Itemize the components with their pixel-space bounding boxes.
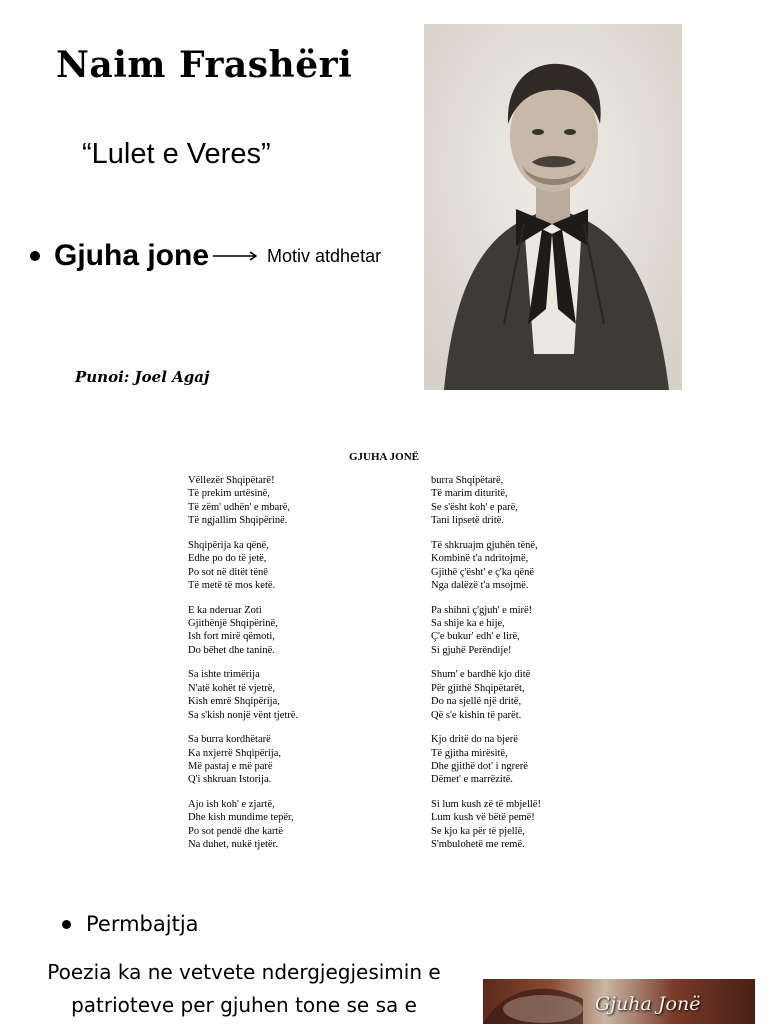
- poem-line: Sa ishte trimërija: [188, 669, 260, 681]
- right-arrow-icon: [213, 250, 259, 262]
- poem-line: Ish fort mirë qëmoti,: [188, 631, 275, 643]
- poem-stanza: [188, 798, 298, 852]
- bullet-dot-icon: [62, 920, 71, 929]
- poem-line: Që s'e kishin të parët.: [431, 709, 522, 721]
- poem-right-column: [431, 474, 541, 863]
- poem-line: Për gjithë Shqipëtarët,: [431, 682, 525, 694]
- poem-line: Më pastaj e më parë: [188, 761, 273, 773]
- poem-stanza: [431, 474, 541, 528]
- poem-line: S'mbulohetë me remë.: [431, 839, 525, 851]
- poem-line: Ç'e bukur' edh' e lirë,: [431, 631, 520, 643]
- poem-line: Ajo ish koh' e zjartë,: [188, 799, 275, 811]
- poem-line: Na duhet, nukë tjetër.: [188, 839, 279, 851]
- poem-stanza: [188, 474, 298, 528]
- poem-line: Lum kush vë bëtë pemë!: [431, 812, 535, 824]
- poem-line: Gjithë ç'ësht' e ç'ka qënë: [431, 566, 535, 578]
- poem-line: Q'i shkruan Istorija.: [188, 774, 272, 786]
- book-cover-image: [483, 979, 755, 1024]
- poem-stanza: [188, 668, 298, 722]
- poem-stanza: [188, 539, 298, 593]
- poem-line: Të shkruajm gjuhën tënë,: [431, 539, 538, 551]
- poem-line: Edhe po do të jetë,: [188, 553, 267, 565]
- work-title: “Lulet e Veres”: [82, 138, 271, 170]
- poem-stanza: [431, 668, 541, 722]
- author-portrait: [424, 24, 682, 390]
- poem-line: Sa s'kish nonjë vënt tjetrë.: [188, 709, 299, 721]
- poem-line: Të marim dituritë,: [431, 488, 508, 500]
- book-cover-title: Gjuha Jonë: [595, 993, 701, 1015]
- summary-text: Poezia ka ne vetvete ndergjegjesimin e patrioteve per gjuhen tone se sa e: [47, 960, 441, 1017]
- poem-line: burra Shqipëtarë,: [431, 475, 504, 486]
- poem-line: Do bëhet dhe taninë.: [188, 644, 275, 656]
- section-bullet: [62, 908, 199, 940]
- poem-line: Nga dalëzë t'a msojmë.: [431, 580, 529, 592]
- poem-line: Sa burra kordhëtarë: [188, 734, 271, 746]
- poem-line: Kish emrë Shqipërija,: [188, 696, 280, 708]
- poem-line: Sa shije ka e hije,: [431, 618, 505, 630]
- poem-line: Të zëm' udhën' e mbarë,: [188, 501, 291, 513]
- poem-stanza: [431, 604, 541, 658]
- poem-line: Pa shihni ç'gjuh' e mirë!: [431, 604, 533, 616]
- poem-line: Shqipërija ka qënë,: [188, 539, 269, 551]
- topic-bullet: [30, 236, 381, 276]
- author-name: Naim Frashëri: [56, 44, 353, 86]
- poem-line: Vëllezër Shqipëtarë!: [188, 475, 275, 486]
- poem-line: Gjithënjë Shqipërinë,: [188, 618, 278, 630]
- poem-line: Dhe gjithë dot' i ngrerë: [431, 761, 528, 773]
- poem-line: Ka nxjerrë Shqipërija,: [188, 747, 282, 759]
- portrait-illustration: [424, 24, 682, 390]
- poem-line: Po sot në ditët tënë: [188, 566, 268, 578]
- poem-line: Shum' e bardhë kjo ditë: [431, 669, 531, 681]
- poem-stanza: [188, 733, 298, 787]
- poem-line: Si lum kush zë të mbjellë!: [431, 799, 541, 811]
- poem-line: Se s'ësht koh' e parë,: [431, 501, 518, 513]
- poem-left-column: [188, 474, 298, 863]
- poem-line: Të ngjallim Shqipërinë.: [188, 515, 288, 527]
- poem-line: Do na sjellë një dritë,: [431, 696, 522, 708]
- bullet-dot-icon: [30, 251, 40, 261]
- poem-line: Se kjo ka për të pjellë,: [431, 825, 525, 837]
- poem-line: Të prekim urtësinë,: [188, 488, 270, 500]
- section-label: Permbajtja: [86, 912, 199, 936]
- poem-stanza: [431, 539, 541, 593]
- poem-line: Po sot pendë dhe kartë: [188, 825, 284, 837]
- poem-line: Dëmet' e marrëzitë.: [431, 774, 514, 786]
- topic-label: Gjuha jone: [54, 239, 210, 272]
- poem-stanza: [431, 798, 541, 852]
- poem-line: N'atë kohët të vjetrë,: [188, 682, 276, 694]
- poem-line: E ka nderuar Zoti: [188, 604, 262, 616]
- poem-heading: GJUHA JONË: [349, 451, 419, 463]
- poem-line: Kjo dritë do na bjerë: [431, 734, 518, 746]
- poem-line: Kombinë t'a ndritojmë,: [431, 553, 529, 565]
- poem-line: Tani lipsetë dritë.: [431, 515, 505, 527]
- topic-theme: Motiv atdhetar: [267, 245, 382, 266]
- poem-line: Të gjitha mirësitë,: [431, 747, 508, 759]
- poem-line: Të metë të mos ketë.: [188, 580, 276, 592]
- poem-stanza: [431, 733, 541, 787]
- poem-line: Si gjuhë Perëndije!: [431, 644, 512, 656]
- author-credit: Punoi: Joel Agaj: [75, 368, 210, 386]
- poem-line: Dhe kish mundime tepër,: [188, 812, 294, 824]
- poem-stanza: [188, 604, 298, 658]
